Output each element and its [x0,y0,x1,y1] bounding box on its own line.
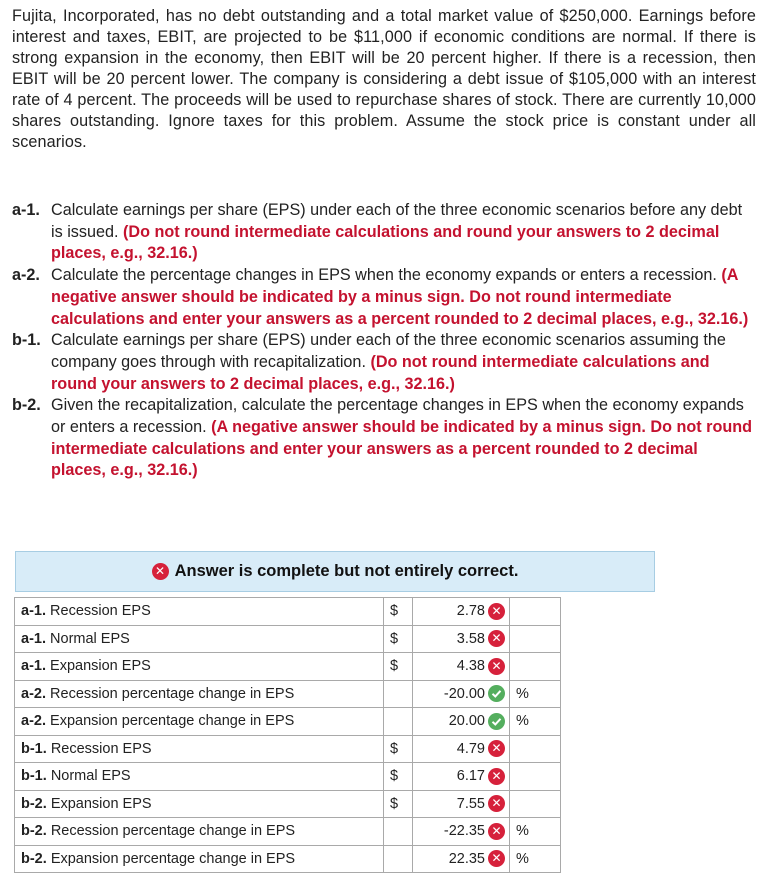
answer-label: Expansion EPS [50,658,151,675]
answer-value[interactable]: 2.78 [456,603,485,620]
answer-label-cell [15,680,384,708]
question-hint: (A negative answer should be indicated by a minus sign. Do not round intermediate calculations and enter your answers as a percent rounded to 2 decimal places, e.g., 32.16.) [51,418,752,480]
answer-value-cell[interactable] [413,763,510,791]
answer-unit: % [510,845,561,873]
answer-part: a-1. [21,603,46,620]
answer-currency: $ [384,598,413,626]
result-banner [15,551,655,592]
question-a1 [12,200,756,265]
answer-label-cell [15,763,384,791]
answer-label-cell [15,653,384,681]
answer-label: Recession EPS [50,740,152,757]
answer-label-cell [15,790,384,818]
answer-value-cell[interactable] [413,735,510,763]
check-circle-icon [488,713,505,730]
answer-value[interactable]: 22.35 [448,850,485,867]
answer-unit [510,763,561,791]
question-a2 [12,265,756,330]
question-hint: (A negative answer should be indicated by a minus sign. Do not round intermediate calculations and enter your answers as a percent rounded to 2 decimal places, e.g., 32.16.) [51,266,749,328]
answer-part: b-1. [21,740,47,757]
answer-currency [384,845,413,873]
answer-label-cell [15,735,384,763]
answer-value[interactable]: 4.79 [456,740,485,757]
answer-unit [510,598,561,626]
answer-row [15,818,561,846]
answer-currency: $ [384,653,413,681]
result-banner-text: Answer is complete but not entirely correct. [174,562,519,580]
answer-value-cell[interactable] [413,680,510,708]
x-circle-icon: ✕ [488,850,505,867]
answer-row [15,735,561,763]
answer-label: Normal EPS [50,768,131,785]
answer-currency [384,708,413,736]
answer-row [15,790,561,818]
x-circle-icon: ✕ [488,603,505,620]
answer-value-cell[interactable] [413,790,510,818]
answer-row [15,763,561,791]
answer-unit [510,653,561,681]
answer-row [15,845,561,873]
answer-table [14,597,561,873]
question-hint: (Do not round intermediate calculations and round your answers to 2 decimal places, e.g., 32.16.) [51,352,710,393]
answer-part: a-1. [21,630,46,647]
answer-currency: $ [384,790,413,818]
question-text: Calculate earnings per share (EPS) under each of the three economic scenarios assuming the company goes through with recapitalization. [51,331,726,371]
answer-label: Normal EPS [50,630,130,647]
answer-value[interactable]: 20.00 [448,713,485,730]
answer-currency [384,818,413,846]
x-circle-icon: ✕ [488,740,505,757]
x-circle-icon: ✕ [488,795,505,812]
answer-unit [510,790,561,818]
answer-label: Recession percentage change in EPS [50,685,295,702]
answer-value[interactable]: 7.55 [456,795,485,812]
question-text: Calculate earnings per share (EPS) under each of the three economic scenarios before any debt is issued. [51,201,743,241]
question-label: b-1. [12,331,41,350]
answer-value[interactable]: 3.58 [456,630,485,647]
answer-unit: % [510,818,561,846]
answer-unit: % [510,708,561,736]
answer-currency: $ [384,625,413,653]
answer-currency [384,680,413,708]
check-circle-icon [488,685,505,702]
x-circle-icon: ✕ [152,563,169,580]
answer-value-cell[interactable] [413,653,510,681]
answer-row [15,680,561,708]
question-label: b-2. [12,396,41,415]
answer-value[interactable]: 6.17 [456,768,485,785]
question-label: a-2. [12,266,40,285]
answer-label: Recession EPS [50,603,151,620]
answer-value[interactable]: 4.38 [456,658,485,675]
answer-label-cell [15,598,384,626]
answer-part: b-1. [21,768,47,785]
answer-unit: % [510,680,561,708]
answer-part: b-2. [21,795,47,812]
answer-value-cell[interactable] [413,625,510,653]
answer-currency: $ [384,763,413,791]
question-hint: (Do not round intermediate calculations and round your answers to 2 decimal places, e.g., 32.16.) [51,222,720,263]
answer-currency: $ [384,735,413,763]
question-text: Calculate the percentage changes in EPS when the economy expands or enters a recession. [51,266,717,285]
answer-part: b-2. [21,823,47,840]
answer-part: b-2. [21,850,47,867]
answer-value-cell[interactable] [413,818,510,846]
answer-label: Expansion percentage change in EPS [50,850,296,867]
question-b1 [12,330,756,395]
answer-label-cell [15,708,384,736]
question-label: a-1. [12,201,40,219]
answer-row [15,598,561,626]
x-circle-icon: ✕ [488,823,505,840]
answer-row [15,653,561,681]
x-circle-icon: ✕ [488,630,505,647]
answer-value-cell[interactable] [413,598,510,626]
answer-label: Recession percentage change in EPS [50,823,296,840]
answer-row [15,625,561,653]
x-circle-icon: ✕ [488,768,505,785]
answer-label: Expansion EPS [50,795,152,812]
answer-label-cell [15,818,384,846]
answer-part: a-2. [21,713,46,730]
answer-unit [510,625,561,653]
answer-label-cell [15,625,384,653]
answer-unit [510,735,561,763]
answer-row [15,708,561,736]
answer-part: a-1. [21,658,46,675]
question-b2 [12,395,756,482]
answer-value-cell[interactable] [413,845,510,873]
answer-value[interactable]: -22.35 [443,823,485,840]
answer-value[interactable]: -20.00 [443,685,485,702]
problem-statement: Fujita, Incorporated, has no debt outstanding and a total market value of $250,000. Earnings before interest and taxes, EBIT, are projected to be $11,000 if economic conditions are normal. If there is strong expansion in the economy, then EBIT will be 20 percent higher. If there is a recession, then EBIT will be 20 percent lower. The company is considering a debt issue of $105,000 with an interest rate of 4 percent. The proceeds will be used to repurchase shares of stock. There are currently 10,000 shares outstanding. Ignore taxes for this problem. Assume the stock price is constant under all scenarios. [12,7,756,151]
answer-label-cell [15,845,384,873]
x-circle-icon: ✕ [488,658,505,675]
answer-label: Expansion percentage change in EPS [50,713,295,730]
question-list [12,200,756,482]
answer-part: a-2. [21,685,46,702]
question-text: Given the recapitalization, calculate the percentage changes in EPS when the economy expands or enters a recession. [51,396,744,437]
answer-value-cell[interactable] [413,708,510,736]
